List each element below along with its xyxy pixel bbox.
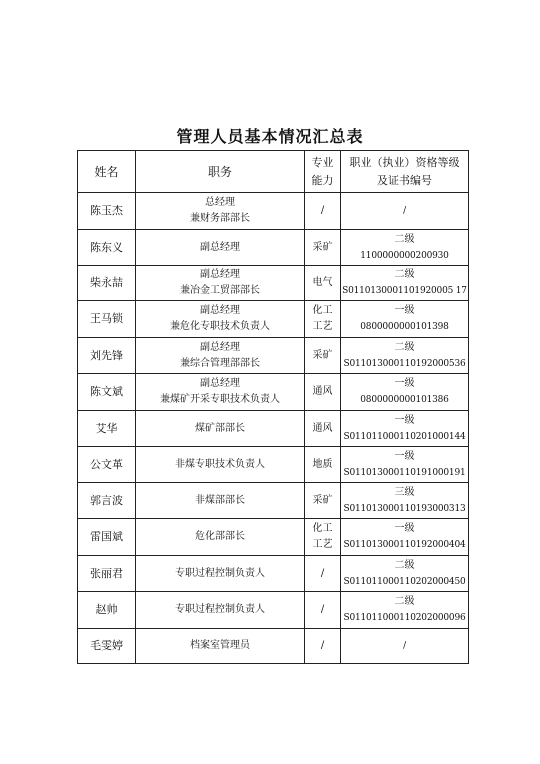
position-line: 专职过程控制负责人 xyxy=(175,604,265,615)
position-line: 兼冶金工贸部部长 xyxy=(180,285,260,296)
table-row xyxy=(78,447,469,483)
cell-position xyxy=(136,266,305,301)
cert-level: 二级 xyxy=(394,233,415,245)
cell-certificate xyxy=(341,556,469,592)
cell-name: 郭言波 xyxy=(78,483,136,519)
cell-certificate xyxy=(341,266,469,301)
position-line: 副总经理 xyxy=(200,241,240,253)
cell-certificate xyxy=(341,338,469,374)
cell-position xyxy=(136,411,305,447)
skill-line: 工艺 xyxy=(312,539,333,550)
cert-number: S0110130001101920005 17 xyxy=(342,286,467,296)
table-row xyxy=(78,374,469,411)
position-line: 副总经理 xyxy=(200,378,240,389)
position-line: 专职过程控制负责人 xyxy=(175,567,265,579)
table-row xyxy=(78,301,469,338)
cert-number: S011013000110192000404 xyxy=(343,540,466,550)
cell-name: 陈东义 xyxy=(78,230,136,266)
skill-line: / xyxy=(320,640,325,651)
summary-table xyxy=(77,150,469,664)
cert-level: 二级 xyxy=(394,341,415,353)
cert-number: / xyxy=(403,206,406,216)
cell-position xyxy=(136,338,305,374)
skill-line: 地质 xyxy=(312,458,333,470)
header-skill xyxy=(305,151,341,193)
table-row xyxy=(78,411,469,447)
header-skill-line1: 专业 xyxy=(311,155,334,169)
cell-position xyxy=(136,629,305,664)
cert-level: 二级 xyxy=(394,269,415,280)
skill-line: 采矿 xyxy=(312,349,333,361)
table-row xyxy=(78,483,469,519)
table-row xyxy=(78,338,469,374)
cell-name: 雷国斌 xyxy=(78,519,136,556)
header-row xyxy=(78,151,469,193)
cell-skill xyxy=(305,629,341,664)
cert-level: 一级 xyxy=(394,414,415,426)
cell-position xyxy=(136,447,305,483)
cell-certificate xyxy=(341,592,469,629)
table-body xyxy=(78,193,469,664)
cell-position xyxy=(136,193,305,230)
cell-certificate xyxy=(341,519,469,556)
header-position: 职务 xyxy=(136,151,305,193)
cell-position xyxy=(136,374,305,411)
cell-position xyxy=(136,556,305,592)
cell-skill xyxy=(305,519,341,556)
cert-number: S011013000110193000313 xyxy=(343,503,466,514)
position-line: 兼财务部部长 xyxy=(190,213,250,224)
cell-certificate xyxy=(341,230,469,266)
table-row xyxy=(78,266,469,301)
cert-number: / xyxy=(403,641,406,651)
skill-line: 化工 xyxy=(312,523,333,534)
cell-certificate xyxy=(341,411,469,447)
skill-line: 通风 xyxy=(312,386,333,397)
position-line: 档案室管理员 xyxy=(190,640,250,651)
cert-level: 一级 xyxy=(394,305,415,316)
page-title: 管理人员基本情况汇总表 xyxy=(176,127,364,146)
table-row xyxy=(78,629,469,664)
header-skill-line2: 能力 xyxy=(311,173,334,187)
cell-name: 陈玉杰 xyxy=(78,193,136,230)
cell-name: 张丽君 xyxy=(78,556,136,592)
position-line: 副总经理 xyxy=(200,341,240,353)
cert-level: 一级 xyxy=(394,450,415,462)
table-row xyxy=(78,556,469,592)
cert-level: 二级 xyxy=(394,559,415,571)
position-line: 兼危化专职技术负责人 xyxy=(170,321,270,332)
skill-line: 工艺 xyxy=(312,321,333,332)
cell-certificate xyxy=(341,629,469,664)
table-row xyxy=(78,230,469,266)
table-row xyxy=(78,592,469,629)
cert-number: S011013000110191000191 xyxy=(343,467,466,478)
cell-skill xyxy=(305,483,341,519)
cell-name: 刘先锋 xyxy=(78,338,136,374)
cell-name: 毛雯婷 xyxy=(78,629,136,664)
cell-certificate xyxy=(341,447,469,483)
cert-number: S011011000110201000144 xyxy=(343,431,466,442)
position-line: 煤矿部部长 xyxy=(195,422,245,434)
cert-level: 三级 xyxy=(394,486,415,498)
cell-certificate xyxy=(341,301,469,338)
cell-skill xyxy=(305,301,341,338)
cell-skill xyxy=(305,556,341,592)
cert-number: S011011000110202000096 xyxy=(343,613,466,623)
cell-position xyxy=(136,483,305,519)
cert-number: S011011000110202000450 xyxy=(343,576,466,587)
cell-skill xyxy=(305,374,341,411)
cert-level: 一级 xyxy=(394,523,415,534)
position-line: 副总经理 xyxy=(200,269,240,280)
position-line: 总经理 xyxy=(205,197,235,208)
skill-line: 采矿 xyxy=(312,241,333,253)
header-cert-line1: 职业（执业）资格等级 xyxy=(349,155,460,169)
header-name: 姓名 xyxy=(78,151,136,193)
position-line: 兼综合管理部部长 xyxy=(180,357,260,369)
cell-skill xyxy=(305,193,341,230)
cell-name: 公文革 xyxy=(78,447,136,483)
cert-level: 一级 xyxy=(394,378,415,389)
position-line: 兼煤矿开采专职技术负责人 xyxy=(160,394,280,405)
cell-name: 陈文斌 xyxy=(78,374,136,411)
header-cert xyxy=(341,151,469,193)
position-line: 非煤专职技术负责人 xyxy=(175,458,265,470)
cell-position xyxy=(136,301,305,338)
cert-level: 二级 xyxy=(394,596,415,607)
table-row xyxy=(78,519,469,556)
skill-line: / xyxy=(320,205,325,216)
cell-skill xyxy=(305,338,341,374)
cell-certificate xyxy=(341,374,469,411)
skill-line: 采矿 xyxy=(312,494,333,506)
cert-number: S011013000110192000536 xyxy=(343,358,466,369)
skill-line: / xyxy=(320,604,325,615)
cell-name: 艾华 xyxy=(78,411,136,447)
header-cert-line2: 及证书编号 xyxy=(377,173,432,187)
position-line: 非煤部部长 xyxy=(195,494,245,506)
cert-number: 1100000000200930 xyxy=(360,250,449,261)
skill-line: 电气 xyxy=(312,277,333,288)
cell-skill xyxy=(305,592,341,629)
cell-skill xyxy=(305,230,341,266)
position-line: 危化部部长 xyxy=(195,531,245,542)
skill-line: 通风 xyxy=(312,422,333,434)
cell-position xyxy=(136,519,305,556)
cert-number: 0800000000101398 xyxy=(360,322,449,332)
position-line: 副总经理 xyxy=(200,305,240,316)
table-row xyxy=(78,193,469,230)
cell-skill xyxy=(305,411,341,447)
skill-line: 化工 xyxy=(312,305,333,316)
cell-name: 王马锁 xyxy=(78,301,136,338)
cell-position xyxy=(136,592,305,629)
cell-skill xyxy=(305,266,341,301)
cell-certificate xyxy=(341,193,469,230)
cert-number: 0800000000101386 xyxy=(360,395,449,405)
cell-position xyxy=(136,230,305,266)
cell-name: 赵帅 xyxy=(78,592,136,629)
cell-certificate xyxy=(341,483,469,519)
skill-line: / xyxy=(320,567,325,579)
cell-name: 柴永喆 xyxy=(78,266,136,301)
cell-skill xyxy=(305,447,341,483)
